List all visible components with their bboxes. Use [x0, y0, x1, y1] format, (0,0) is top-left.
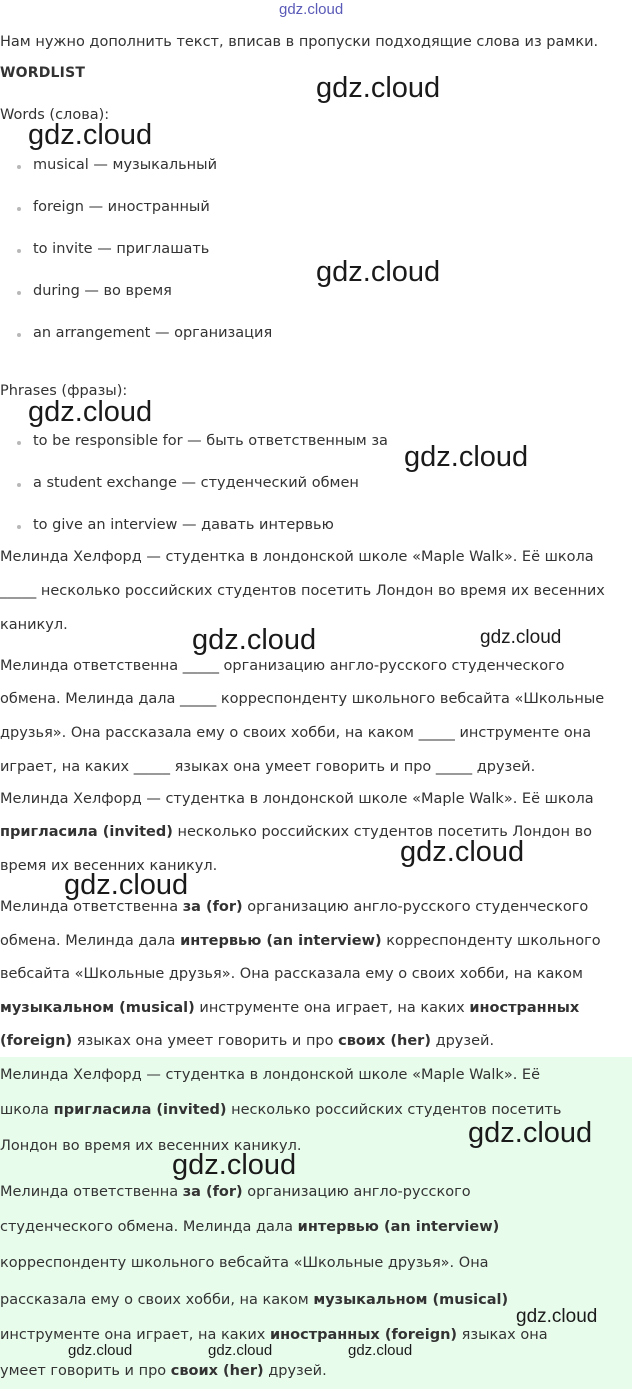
word-item: foreign — иностранный — [33, 199, 210, 215]
final-line: школа пригласила (invited) несколько российских студентов посетить — [0, 1102, 562, 1118]
final-line: студенческого обмена. Мелинда дала интервью (an interview) — [0, 1219, 500, 1235]
task-line: каникул. — [0, 617, 68, 633]
final-line: инструменте она играет, на каких иностранных (foreign) языках она — [0, 1327, 548, 1343]
task-line: _____ несколько российских студентов посетить Лондон во время их весенних — [0, 583, 605, 599]
watermark: gdz.cloud — [28, 396, 153, 428]
bullet-icon — [17, 207, 21, 211]
wordlist-heading: WORDLIST — [0, 65, 86, 81]
answer-word: за (for) — [182, 1184, 243, 1200]
answer-line: Мелинда Хелфорд — студентка в лондонской школе «Maple Walk». Её школа — [0, 791, 594, 807]
answer-word: (foreign) — [0, 1033, 73, 1049]
bullet-icon — [17, 249, 21, 253]
task-line: Мелинда Хелфорд — студентка в лондонской школе «Maple Walk». Её школа — [0, 549, 594, 565]
answer-word: музыкальном (musical) — [0, 1000, 195, 1016]
word-item: to invite — приглашать — [33, 241, 210, 257]
watermark-top: gdz.cloud — [279, 1, 344, 18]
watermark: gdz.cloud — [192, 624, 317, 656]
answer-line: (foreign) языках она умеет говорить и про своих (her) друзей. — [0, 1033, 495, 1049]
answer-word: своих (her) — [170, 1363, 264, 1379]
answer-word: интервью (an interview) — [297, 1219, 500, 1235]
answer-word: иностранных — [469, 1000, 580, 1016]
answer-line: вебсайта «Школьные друзья». Она рассказала ему о своих хобби, на каком — [0, 966, 583, 982]
final-line: Мелинда ответственна за (for) организацию англо-русского — [0, 1184, 471, 1200]
bullet-icon — [17, 333, 21, 337]
answer-word: своих (her) — [338, 1033, 431, 1049]
watermark: gdz.cloud — [348, 1342, 413, 1359]
answer-line: пригласила (invited) несколько российских студентов посетить Лондон во — [0, 824, 593, 840]
task-line: друзья». Она рассказала ему о своих хобби, на каком _____ инструменте она — [0, 725, 592, 741]
task-line: обмена. Мелинда дала _____ корреспонденту школьного вебсайта «Школьные — [0, 691, 605, 707]
watermark: gdz.cloud — [64, 869, 189, 901]
bullet-icon — [17, 441, 21, 445]
answer-word: пригласила (invited) — [0, 824, 173, 840]
answer-line: обмена. Мелинда дала интервью (an interview) корреспонденту школьного — [0, 933, 601, 949]
watermark: gdz.cloud — [516, 1306, 598, 1327]
word-item: musical — музыкальный — [33, 157, 217, 173]
watermark: gdz.cloud — [316, 256, 441, 288]
answer-word: интервью (an interview) — [180, 933, 382, 949]
task-line: Мелинда ответственна _____ организацию англо-русского студенческого — [0, 658, 565, 674]
watermark: gdz.cloud — [28, 119, 153, 151]
word-item: an arrangement — организация — [33, 325, 273, 341]
words-heading: Words (слова): — [0, 107, 110, 123]
answer-word: музыкальном (musical) — [313, 1292, 509, 1308]
answer-line: Мелинда ответственна за (for) организацию англо-русского студенческого — [0, 899, 589, 915]
watermark: gdz.cloud — [68, 1342, 133, 1359]
phrase-item: a student exchange — студенческий обмен — [33, 475, 359, 491]
watermark: gdz.cloud — [480, 627, 562, 648]
watermark: gdz.cloud — [404, 441, 529, 473]
answer-line: время их весенних каникул. — [0, 858, 218, 874]
watermark: gdz.cloud — [468, 1117, 593, 1149]
answer-word: пригласила (invited) — [53, 1102, 227, 1118]
final-line: Лондон во время их весенних каникул. — [0, 1138, 302, 1154]
answer-line: музыкальном (musical) инструменте она играет, на каких иностранных — [0, 1000, 580, 1016]
watermark: gdz.cloud — [400, 836, 525, 868]
bullet-icon — [17, 165, 21, 169]
instruction-text: Нам нужно дополнить текст, вписав в пропуски подходящие слова из рамки. — [0, 34, 599, 50]
bullet-icon — [17, 483, 21, 487]
phrase-item: to be responsible for — быть ответственным за — [33, 433, 388, 449]
answer-word: за (for) — [182, 899, 243, 915]
word-item: during — во время — [33, 283, 172, 299]
answer-word: иностранных (foreign) — [269, 1327, 458, 1343]
final-line: рассказала ему о своих хобби, на каком музыкальном (musical) — [0, 1292, 509, 1308]
final-line: корреспонденту школьного вебсайта «Школьные друзья». Она — [0, 1255, 489, 1271]
phrases-heading: Phrases (фразы): — [0, 383, 128, 399]
final-line: Мелинда Хелфорд — студентка в лондонской школе «Maple Walk». Её — [0, 1067, 540, 1083]
bullet-icon — [17, 291, 21, 295]
watermark: gdz.cloud — [316, 72, 441, 104]
phrase-item: to give an interview — давать интервью — [33, 517, 334, 533]
watermark: gdz.cloud — [172, 1149, 297, 1181]
task-line: играет, на каких _____ языках она умеет говорить и про _____ друзей. — [0, 759, 536, 775]
final-line: умеет говорить и про своих (her) друзей. — [0, 1363, 327, 1379]
watermark: gdz.cloud — [208, 1342, 273, 1359]
bullet-icon — [17, 525, 21, 529]
